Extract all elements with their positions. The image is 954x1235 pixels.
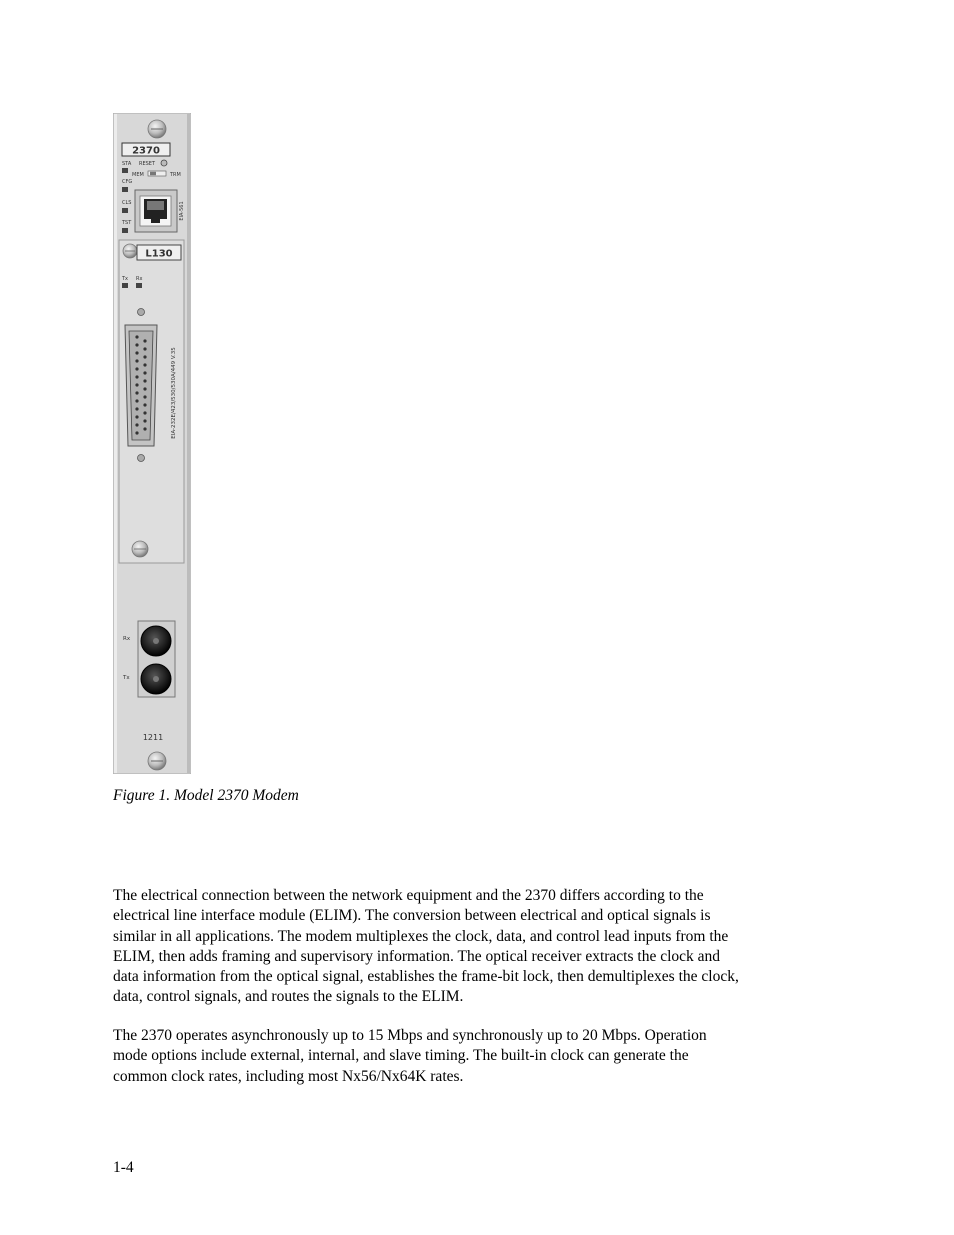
page-number: 1-4 — [113, 1159, 134, 1176]
db25-connector-screw-bottom-icon — [138, 455, 145, 462]
top-screw-icon — [148, 120, 166, 138]
reset-label: RESET — [139, 161, 156, 167]
text-line: ELIM, then adds framing and supervisory information. The optical receiver extracts the clock and — [113, 947, 721, 965]
cls-label: CLS — [122, 200, 132, 206]
mem-label: MEM — [132, 172, 144, 178]
tx-led-label: Tx — [122, 276, 129, 282]
rx-led-label: Rx — [136, 276, 143, 282]
eia561-label: EIA-561 — [179, 201, 185, 221]
text-line: similar in all applications. The modem multiplexes the clock, data, and control lead inputs from the — [113, 927, 729, 945]
db25-interface-port[interactable] — [125, 325, 157, 446]
fiber-rx-connector[interactable] — [141, 626, 171, 656]
module-number-label: 1211 — [142, 733, 164, 742]
eia561-port[interactable] — [135, 190, 177, 232]
text-line: The electrical connection between the network equipment and the 2370 differs according to the — [113, 887, 704, 904]
text-line: mode options include external, internal, and slave timing. The built-in clock can generate the — [113, 1047, 689, 1065]
tst-led — [122, 228, 128, 233]
rx-led — [136, 283, 142, 288]
sta-led — [122, 168, 128, 173]
sta-label: STA — [122, 161, 132, 167]
tst-label: TST — [122, 220, 132, 226]
elim-model-label: L130 — [145, 248, 173, 260]
db25-connector-screw-top-icon — [138, 309, 145, 316]
cls-led — [122, 208, 128, 213]
tx-led — [122, 283, 128, 288]
interface-standard-label: EIA-232E/423/530/530A/449 V.35 — [171, 347, 177, 439]
fiber-tx-connector[interactable] — [141, 664, 171, 694]
text-line: electrical line interface module (ELIM). The conversion between electrical and optical signals is — [113, 907, 711, 925]
paragraph-elim-connection — [113, 886, 813, 1008]
text-line: data, control signals, and routes the signals to the ELIM. — [113, 988, 464, 1006]
text-line: common clock rates, including most Nx56/Nx64K rates. — [113, 1067, 464, 1085]
mem-trm-switch[interactable] — [148, 171, 166, 176]
fiber-tx-label: Tx — [123, 675, 130, 681]
fiber-rx-label: Rx — [123, 636, 131, 642]
model-number-label: 2370 — [132, 145, 160, 157]
reset-button[interactable] — [161, 160, 167, 166]
elim-bottom-screw-icon — [132, 541, 148, 557]
figure-caption: Figure 1. Model 2370 Modem — [113, 787, 299, 804]
text-line: data information from the optical signal, establishes the frame-bit lock, then demultiplexes the clock, — [113, 968, 739, 986]
text-line: The 2370 operates asynchronously up to 15 Mbps and synchronously up to 20 Mbps. Operation — [113, 1027, 707, 1044]
trm-label: TRM — [170, 172, 181, 178]
cfg-led — [122, 187, 128, 192]
paragraph-operation-modes — [113, 1026, 813, 1087]
bottom-screw-icon — [148, 752, 166, 770]
cfg-label: CFG — [122, 179, 133, 185]
modem-module-image — [113, 113, 191, 774]
elim-top-screw-icon — [123, 244, 137, 258]
